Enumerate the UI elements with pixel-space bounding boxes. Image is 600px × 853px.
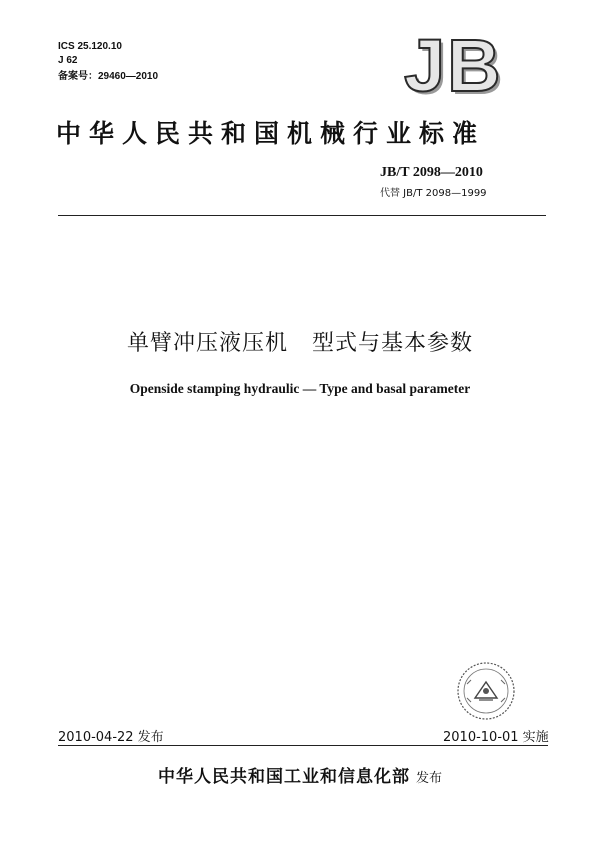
issue-date: 2010-04-22 发布: [58, 730, 164, 745]
official-seal-icon: [455, 660, 517, 722]
issue-word: 发布: [415, 771, 442, 786]
header-divider: [58, 215, 546, 216]
document-title-en: Openside stamping hydraulic — Type and basal parameter: [129, 381, 471, 396]
jb-logo: JB: [404, 24, 503, 107]
ics-code: ICS 25.120.10: [58, 41, 122, 52]
issuing-authority: 中华人民共和国工业和信息化部: [157, 767, 410, 787]
issuer-row: [0, 762, 600, 787]
ccs-code: J 62: [58, 55, 78, 66]
document-title-cn: 单臂冲压液压机 型式与基本参数: [127, 331, 473, 356]
implementation-date: 2010-10-01 实施: [443, 730, 549, 745]
standard-number: JB/T 2098—2010: [380, 165, 483, 180]
footer-divider: [58, 745, 548, 746]
standard-title: 中华人民共和国机械行业标准: [56, 119, 486, 148]
replaces-standard: 代替 JB/T 2098—1999: [380, 188, 487, 199]
record-number: 备案号：29460—2010: [58, 71, 159, 82]
